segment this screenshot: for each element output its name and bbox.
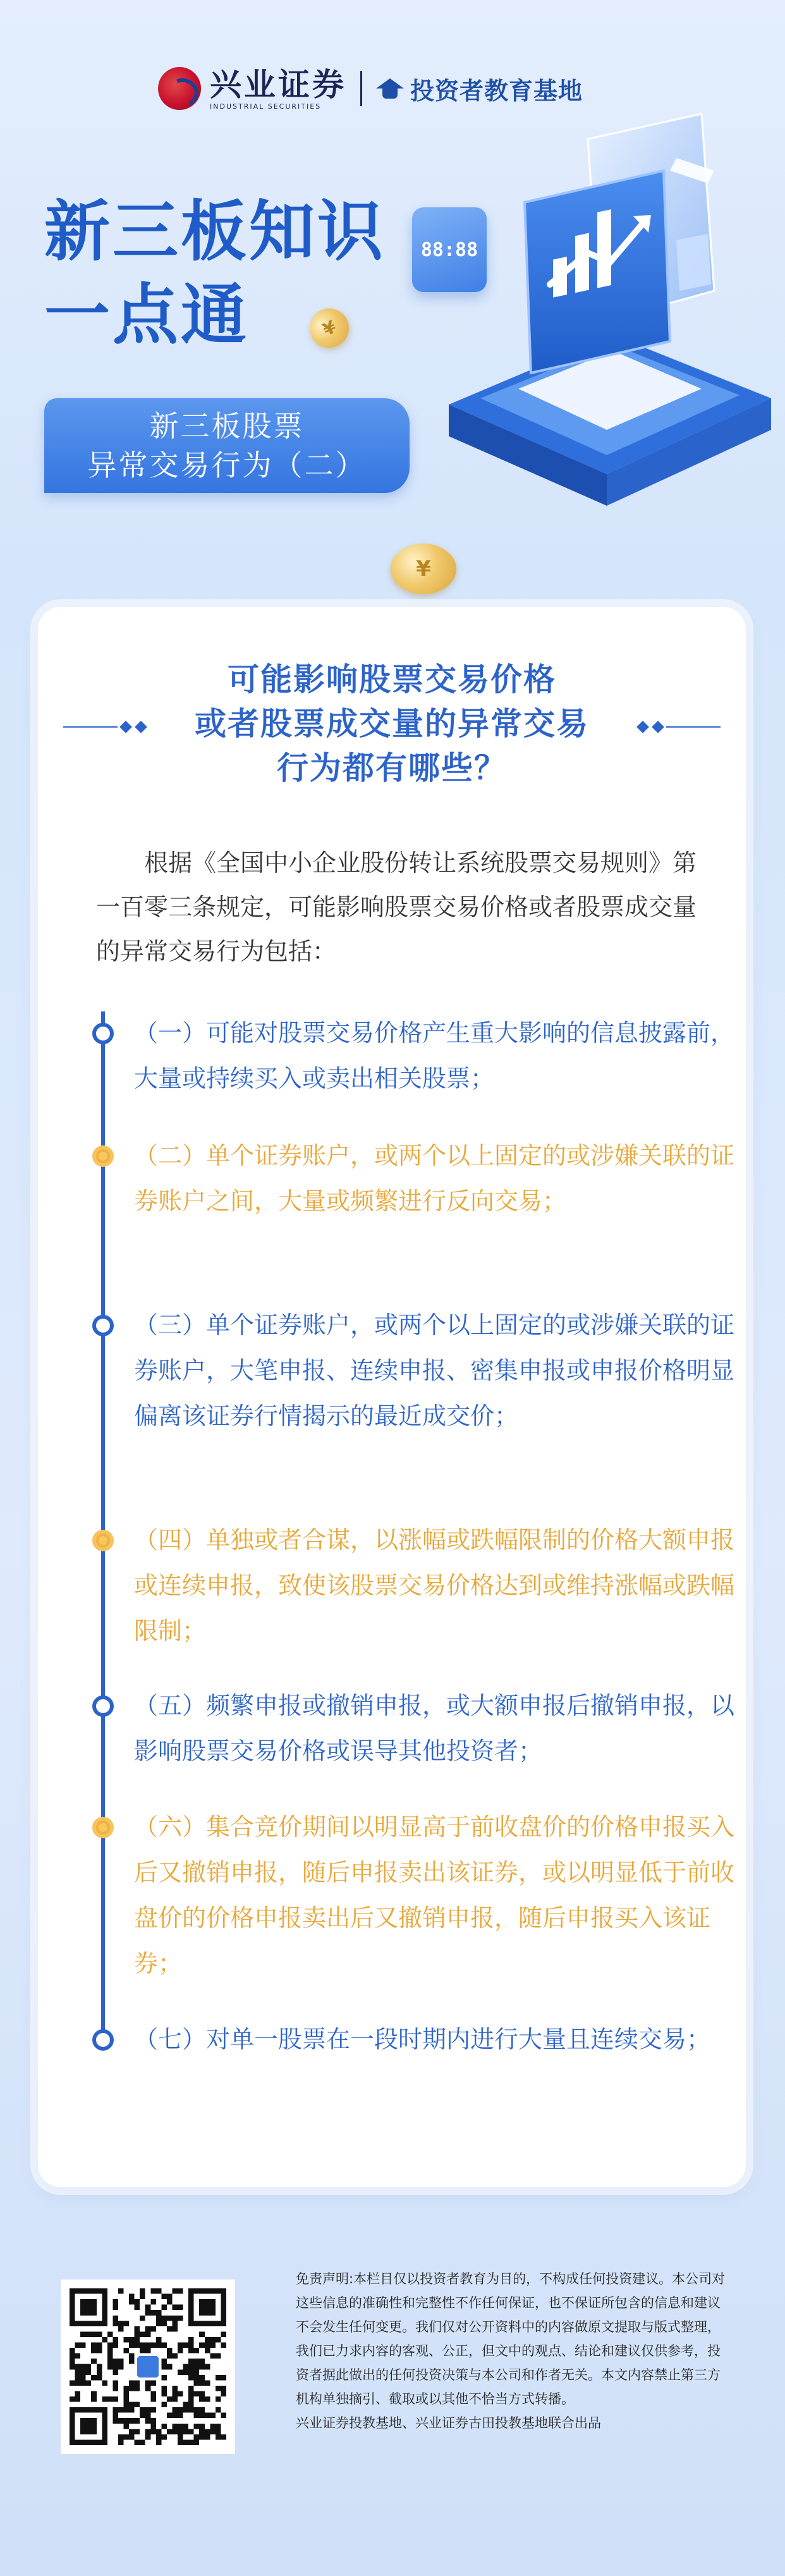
brand-text xyxy=(210,67,346,111)
timeline-dot xyxy=(92,1530,114,1551)
list-item: （一）可能对股票交易价格产生重大影响的信息披露前，大量或持续买入或卖出相关股票； xyxy=(134,1019,735,1092)
page-title-line-2: 一点通 xyxy=(44,276,250,353)
disclaimer-text: 免责声明:本栏目仅以投资者教育为目的，不构成任何投资建议。本公司对这些信息的准确性和完整性不作任何保证，也不保证所包含的信息和建议不会发生任何变更。我们仅对公开资料中的内容做原文提取与版式整理，我们已力求内容的客观、公正，但文中的观点、结论和建议仅供参考，投资者据此做出的任何投资决策与本公司和作者无关。本文内容禁止第三方机构单独摘引、截取或以其他不恰当方式转播。 xyxy=(296,2271,726,2407)
list-item: （三）单个证券账户，或两个以上固定的或涉嫌关联的证券账户，大笔申报、连续申报、密集申报或申报价格明显偏离该证券行情揭示的最近成交价； xyxy=(134,1311,735,1430)
timeline-dot xyxy=(92,1817,114,1838)
investor-education-label: 投资者教育基地 xyxy=(410,76,583,105)
brand-name-en: INDUSTRIAL SECURITIES xyxy=(210,102,322,111)
list-item: （六）集合竞价期间以明显高于前收盘价的价格申报买入后又撤销申报，随后申报卖出该证券，或以明显低于前收盘价的价格申报卖出后又撤销申报，随后申报买入该证券； xyxy=(134,1813,735,1977)
timeline-dot xyxy=(92,1145,114,1167)
brand-divider xyxy=(360,71,362,106)
intro-paragraph: 根据《全国中小企业股份转让系统股票交易规则》第一百零三条规定，可能影响股票交易价格或者股票成交量的异常交易行为包括： xyxy=(96,849,697,965)
list-item: （二）单个证券账户，或两个以上固定的或涉嫌关联的证券账户之间，大量或频繁进行反向交易； xyxy=(134,1142,735,1215)
heading-ornament-left xyxy=(63,721,152,733)
timeline-dot xyxy=(92,1315,114,1336)
digital-clock-icon: 88:88 xyxy=(412,207,487,292)
topic-subtitle-line-2: 异常交易行为（二） xyxy=(87,448,367,482)
disclaimer xyxy=(296,2267,732,2435)
page-title-line-1: 新三板知识 xyxy=(44,193,386,270)
question-line-1: 可能影响股票交易价格 xyxy=(228,661,556,698)
producer-credit: 兴业证券投教基地、兴业证券古田投教基地联合出品 xyxy=(296,2415,601,2431)
heading-ornament-right xyxy=(632,721,721,733)
graduation-cap-icon xyxy=(376,76,404,101)
list-item: （七）对单一股票在一段时期内进行大量且连续交易； xyxy=(134,2025,711,2053)
qr-code-icon xyxy=(70,2288,226,2445)
question-line-3: 行为都有哪些？ xyxy=(277,750,507,786)
list-item: （五）频繁申报或撤销申报，或大额申报后撤销申报，以影响股票交易价格或误导其他投资者； xyxy=(134,1692,735,1765)
timeline-dot xyxy=(92,1695,114,1717)
brand-name-cn: 兴业证券 xyxy=(210,65,346,103)
timeline-dot xyxy=(92,1023,114,1044)
content-card xyxy=(38,607,746,2187)
timeline-dot xyxy=(92,2029,114,2051)
topic-subtitle-line-1: 新三板股票 xyxy=(149,409,305,443)
list-item: （四）单独或者合谋，以涨幅或跌幅限制的价格大额申报或连续申报，致使该股票交易价格达到或维持涨幅或跌幅限制； xyxy=(134,1526,735,1645)
question-line-2: 或者股票成交量的异常交易 xyxy=(195,705,589,742)
stock-chart-illustration-icon xyxy=(436,101,777,537)
industrial-securities-logo-icon xyxy=(158,67,201,110)
coin-icon: ¥ xyxy=(391,544,456,594)
coin-icon: ¥ xyxy=(303,302,355,354)
topic-subtitle-box xyxy=(44,398,410,493)
qr-code[interactable] xyxy=(61,2280,235,2454)
